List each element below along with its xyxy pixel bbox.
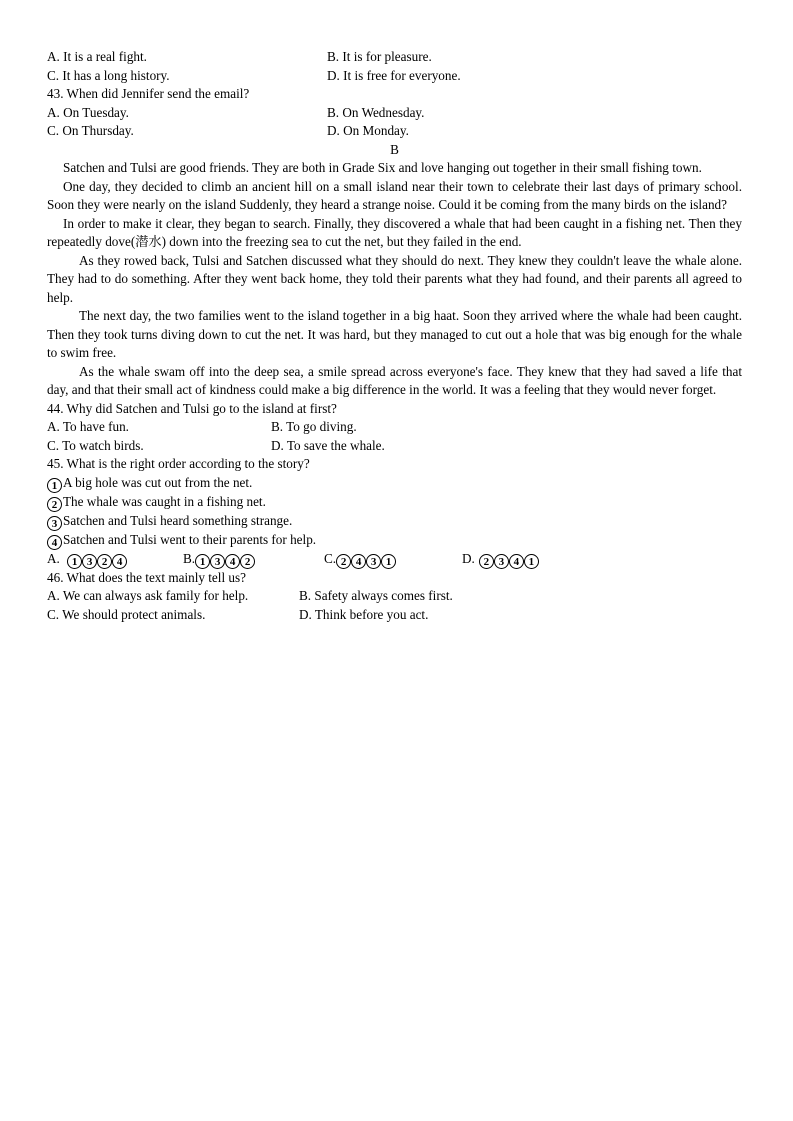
option-c: C. We should protect animals. xyxy=(47,606,206,622)
choice-b xyxy=(183,550,324,569)
choice-a xyxy=(47,550,183,569)
circled-number: 3 xyxy=(366,554,381,569)
option-d: D. To save the whale. xyxy=(271,437,385,453)
circled-number: 2 xyxy=(97,554,112,569)
event-item xyxy=(47,493,742,512)
circled-number: 4 xyxy=(225,554,240,569)
choice-label: B. xyxy=(183,550,196,566)
choice-d xyxy=(462,550,539,569)
option-row xyxy=(47,437,742,456)
choice-label: A. xyxy=(47,550,60,566)
option-d: D. Think before you act. xyxy=(299,606,429,622)
event-item xyxy=(47,531,742,550)
option-d: D. It is free for everyone. xyxy=(327,67,461,83)
option-row xyxy=(47,418,742,437)
circled-number: 1 xyxy=(381,554,396,569)
event-text: Satchen and Tulsi heard something strange. xyxy=(63,512,293,528)
circled-number: 2 xyxy=(479,554,494,569)
option-b: B. On Wednesday. xyxy=(327,104,425,120)
question-44-stem: 44. Why did Satchen and Tulsi go to the island at first? xyxy=(47,400,337,416)
choice-sequence xyxy=(336,551,396,566)
option-c: C. To watch birds. xyxy=(47,437,144,453)
choice-sequence xyxy=(67,551,127,566)
circled-number: 3 xyxy=(210,554,225,569)
event-text: A big hole was cut out from the net. xyxy=(63,474,253,490)
event-item xyxy=(47,512,742,531)
option-row xyxy=(47,587,742,606)
section-label: B xyxy=(390,141,399,157)
circled-number: 3 xyxy=(82,554,97,569)
option-a: A. To have fun. xyxy=(47,419,129,434)
passage-paragraph: The next day, the two families went to the island together in a big haat. Soon they arrived where the whale had been caught. Then they took turns diving down to cut the net. It was hard, but they managed to cut out a hole that was big enough for the whale to swim free. xyxy=(47,308,742,360)
option-row xyxy=(47,48,742,67)
option-b: B. To go diving. xyxy=(271,419,357,434)
event-item xyxy=(47,474,742,493)
page-content xyxy=(47,48,742,624)
option-row xyxy=(47,606,742,625)
option-b: B. Safety always comes first. xyxy=(299,588,453,603)
passage-paragraph: Satchen and Tulsi are good friends. They are both in Grade Six and love hanging out together in their small fishing town. xyxy=(63,160,702,175)
event-text: The whale was caught in a fishing net. xyxy=(63,493,266,509)
option-a: A. We can always ask family for help. xyxy=(47,588,249,603)
option-c: C. On Thursday. xyxy=(47,123,134,138)
option-a: A. On Tuesday. xyxy=(47,104,129,120)
circled-number: 4 xyxy=(47,535,62,550)
circled-number: 1 xyxy=(47,478,62,493)
circled-number: 3 xyxy=(47,516,62,531)
circled-number: 4 xyxy=(351,554,366,569)
option-row xyxy=(47,122,742,141)
choice-c xyxy=(324,550,462,569)
choice-sequence xyxy=(195,551,255,566)
circled-number: 3 xyxy=(494,554,509,569)
option-row xyxy=(47,104,742,123)
passage-paragraph: One day, they decided to climb an ancient hill on a small island near their town to celebrate their last days of primary school. Soon they were nearly on the island Suddenly, they heard a strange noise. Could it be coming from the many birds on the island? xyxy=(47,178,742,212)
circled-number: 2 xyxy=(47,497,62,512)
option-d: D. On Monday. xyxy=(327,123,409,138)
option-row xyxy=(47,67,742,86)
question-43-stem: 43. When did Jennifer send the email? xyxy=(47,86,250,101)
passage-paragraph: As the whale swam off into the deep sea, a smile spread across everyone's face. They knew that they had saved a life that day, and that their small act of kindness could make a big difference in the world. It was a feeling that they would never forget. xyxy=(47,363,742,397)
choice-label: C. xyxy=(324,550,337,566)
circled-number: 1 xyxy=(195,554,210,569)
passage-paragraph: In order to make it clear, they began to search. Finally, they discovered a whale that had been caught in a fishing net. Then they repeatedly dove(潜水) down into the freezing sea to cut the net, but they failed in the end. xyxy=(47,215,742,249)
event-text: Satchen and Tulsi went to their parents for help. xyxy=(63,531,317,547)
circled-number: 4 xyxy=(112,554,127,569)
circled-number: 2 xyxy=(240,554,255,569)
question-46-stem: 46. What does the text mainly tell us? xyxy=(47,569,246,585)
choice-sequence xyxy=(479,551,539,566)
circled-number: 1 xyxy=(67,554,82,569)
circled-number: 4 xyxy=(509,554,524,569)
choice-label: D. xyxy=(462,550,475,566)
option-c: C. It has a long history. xyxy=(47,67,170,83)
passage-paragraph: As they rowed back, Tulsi and Satchen discussed what they should do next. They knew they couldn't leave the whale alone. They had to do something. After they went back home, they told their parents what they had found, and their parents all agreed to help. xyxy=(47,252,742,305)
option-a: A. It is a real fight. xyxy=(47,49,147,64)
circled-number: 2 xyxy=(336,554,351,569)
option-b: B. It is for pleasure. xyxy=(327,49,432,64)
order-choices xyxy=(47,550,742,569)
question-45-stem: 45. What is the right order according to the story? xyxy=(47,456,310,471)
circled-number: 1 xyxy=(524,554,539,569)
